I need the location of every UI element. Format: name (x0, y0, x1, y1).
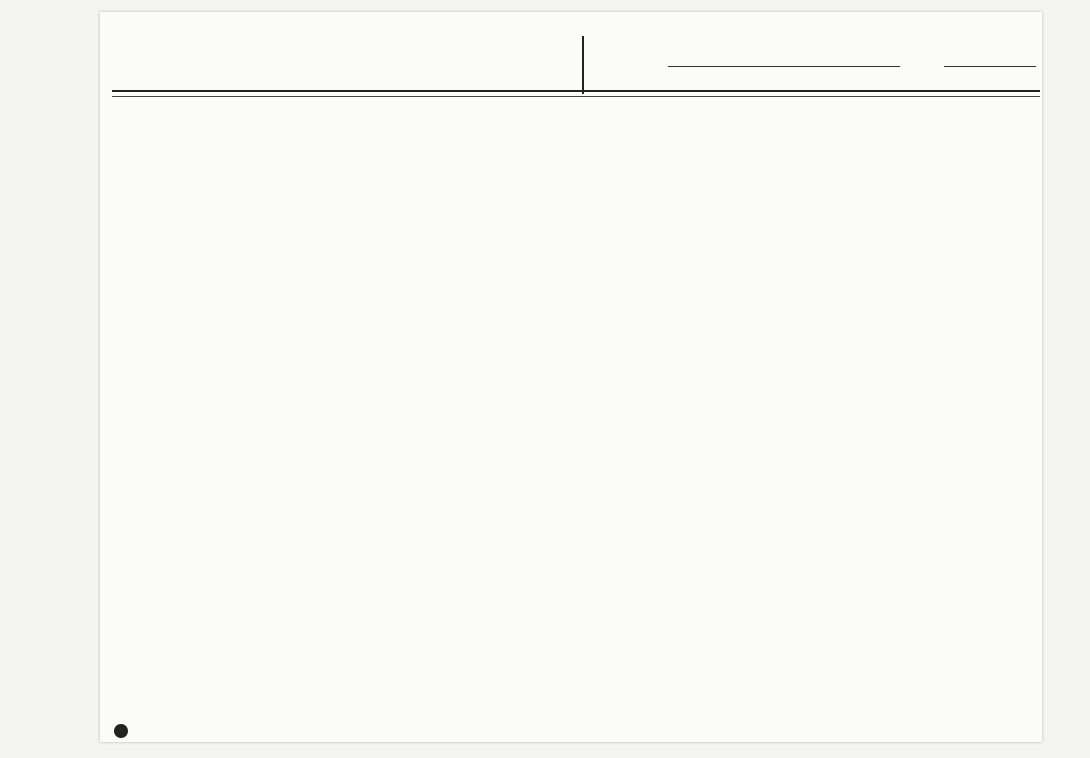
printer-logo-icon (114, 724, 128, 738)
